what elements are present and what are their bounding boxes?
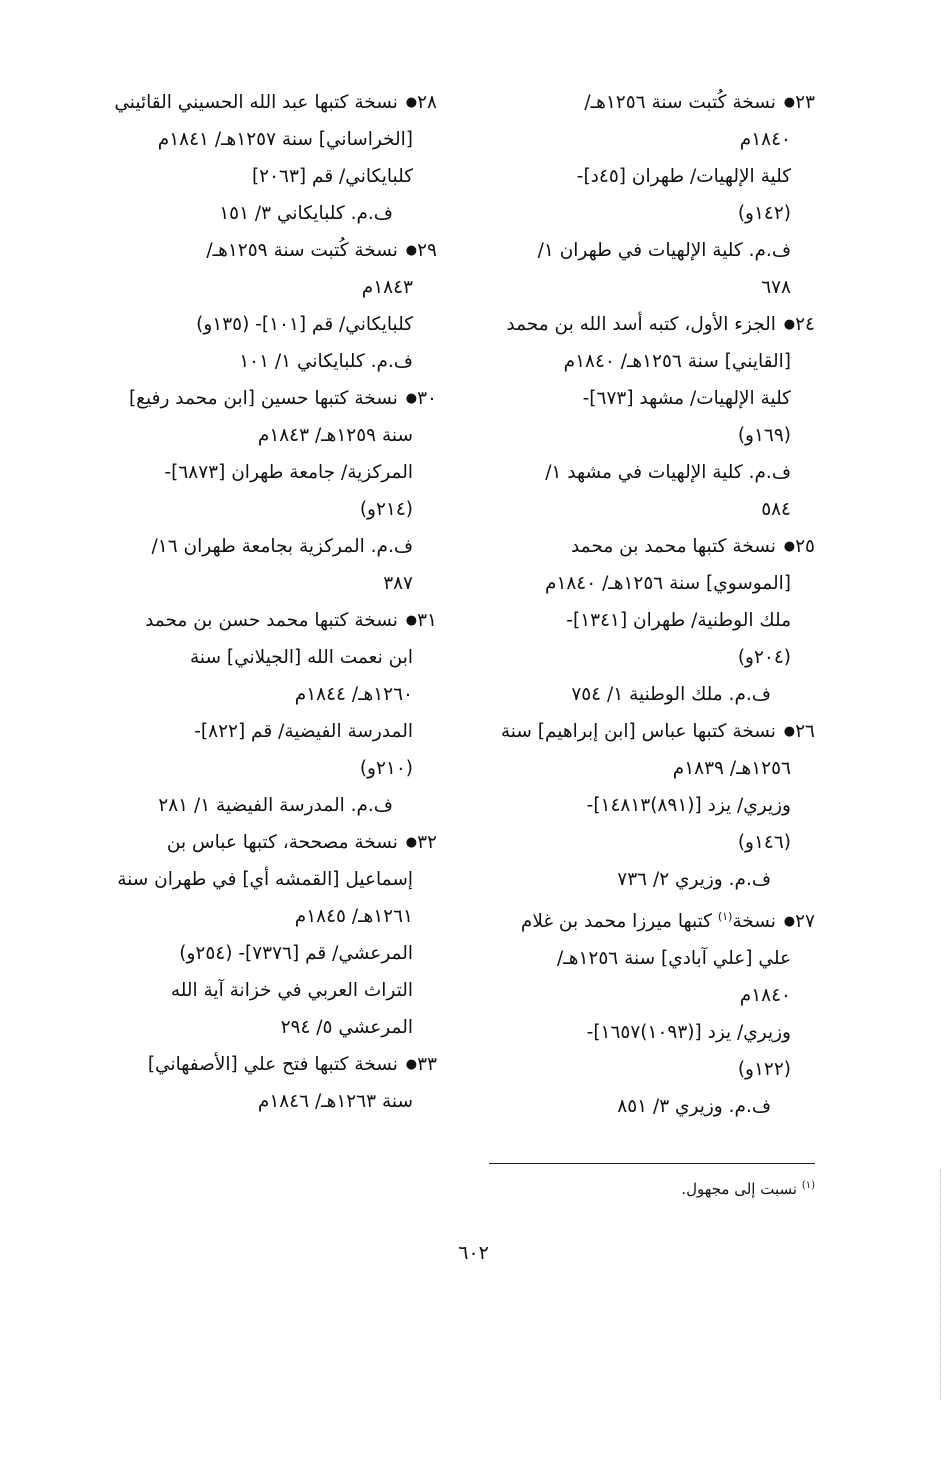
entry-29	[87, 232, 437, 380]
entry-line: ٣٨٧	[383, 573, 413, 594]
entry-line: سنة ١٢٦٣هـ/ ١٨٤٦م	[257, 1091, 413, 1112]
entry-line: المرعشي ٥/ ٢٩٤	[280, 1017, 413, 1038]
entry-line: المدرسة الفيضية/ قم [٨٢٢]-	[194, 721, 413, 742]
bullet-icon: ●	[405, 1057, 418, 1072]
entry-text: نسخة كُتبت سنة ١٢٥٦هـ/	[584, 92, 776, 113]
entry-text: نسخة مصححة، كتبها عباس بن	[166, 832, 398, 853]
bullet-icon: ●	[783, 724, 796, 739]
entry-text: نسخة كتبها محمد حسن بن محمد	[145, 610, 398, 631]
entry-text: نسخة كتبها فتح علي [الأصفهاني]	[147, 1054, 398, 1075]
entry-line: (٢١٤و)	[359, 499, 413, 520]
entry-26	[465, 713, 815, 898]
entry-number: ٢٤	[795, 314, 815, 335]
entry-line: كلية الإلهيات/ طهران [٤٥د]-	[576, 166, 791, 187]
entry-line: [الموسوي] سنة ١٢٥٦هـ/ ١٨٤٠م	[544, 573, 791, 594]
entry-text: نسخة كتبها حسين [ابن محمد رفيع]	[128, 388, 398, 409]
entry-line: ١٢٥٦هـ/ ١٨٣٩م	[672, 758, 791, 779]
entry-text: نسخة كتبها عبد الله الحسيني القائيني	[114, 92, 398, 113]
bullet-icon: ●	[405, 835, 418, 850]
entry-line: (١٤٢و)	[737, 203, 791, 224]
entry-text: نسخة كُتبت سنة ١٢٥٩هـ/	[206, 240, 398, 261]
left-column	[87, 84, 437, 1120]
entry-number: ٢٩	[417, 240, 437, 261]
entry-33	[87, 1046, 437, 1120]
entry-line: (١٦٩و)	[737, 425, 791, 446]
footnote-rule	[489, 1163, 815, 1164]
entry-number: ٣١	[417, 610, 437, 631]
footnote-reference: (١)	[717, 910, 733, 923]
entry-line: علي [علي آبادي] سنة ١٢٥٦هـ/	[557, 948, 791, 970]
entry-number: ٣٢	[417, 832, 437, 853]
entry-line: ملك الوطنية/ طهران [١٣٤١]-	[566, 610, 791, 631]
entry-number: ٢٧	[795, 911, 815, 933]
entry-first-line	[465, 84, 815, 121]
entry-number: ٢٨	[417, 92, 437, 113]
entry-line: وزيري/ يزد [(٨٩١)١٤٨١٣]-	[586, 795, 791, 816]
entry-first-line	[465, 306, 815, 343]
entry-first-line	[87, 84, 437, 121]
entry-line: التراث العربي في خزانة آية الله	[170, 980, 413, 1001]
entry-line: (٢٠٤و)	[737, 647, 791, 668]
entry-number: ٢٦	[795, 721, 815, 742]
entry-line: ١٢٦١هـ/ ١٨٤٥م	[294, 906, 413, 927]
entry-line: (١٢٢و)	[737, 1059, 791, 1081]
entry-line: ف.م. ملك الوطنية ١/ ٧٥٤	[571, 684, 771, 705]
bullet-icon: ●	[783, 539, 796, 554]
entry-24	[465, 306, 815, 528]
entry-line: إسماعيل [القمشه أي] في طهران سنة	[117, 869, 413, 890]
entry-number: ٣٠	[417, 388, 437, 409]
entry-text: الجزء الأول، كتبه أسد الله بن محمد	[506, 314, 776, 335]
entry-first-line	[465, 713, 815, 750]
entry-first-line	[87, 1046, 437, 1083]
entry-27	[465, 898, 815, 1125]
entry-line: كلبايكاني/ قم [١٠١]- (١٣٥و)	[196, 314, 413, 335]
entry-30	[87, 380, 437, 602]
entry-23	[465, 84, 815, 306]
entry-text: نسخة كتبها محمد بن محمد	[570, 536, 776, 557]
entry-line: ١٨٤٠م	[739, 129, 791, 150]
entry-number: ٢٥	[795, 536, 815, 557]
entry-first-line	[465, 898, 815, 940]
bullet-icon: ●	[405, 613, 418, 628]
entry-25	[465, 528, 815, 713]
entry-number: ٣٣	[417, 1054, 437, 1075]
bullet-icon: ●	[783, 95, 796, 110]
entry-line: وزيري/ يزد [(١٠٩٣)١٦٥٧]-	[586, 1022, 791, 1044]
entry-line: ف.م. كلية الإلهيات في مشهد ١/	[545, 462, 791, 483]
entry-line: كلبايكاني/ قم [٢٠٦٣]	[251, 166, 413, 187]
entry-line: ٦٧٨	[761, 277, 791, 298]
entry-line: المرعشي/ قم [٧٣٧٦]- (٢٥٤و)	[179, 943, 413, 964]
entry-line: [القايني] سنة ١٢٥٦هـ/ ١٨٤٠م	[563, 351, 791, 372]
entry-line: ١٨٤٣م	[361, 277, 413, 298]
entry-line: ف.م. كلية الإلهيات في طهران ١/	[537, 240, 791, 261]
page-number: ٦٠٢	[458, 1242, 489, 1264]
scan-edge-marks	[938, 1170, 941, 1400]
bullet-icon: ●	[405, 243, 418, 258]
entry-line: ١٢٦٠هـ/ ١٨٤٤م	[294, 684, 413, 705]
entry-line: المركزية/ جامعة طهران [٦٨٧٣]-	[164, 462, 413, 483]
entry-number: ٢٣	[795, 92, 815, 113]
footnote	[681, 1180, 815, 1198]
entry-text: نسخة كتبها عباس [ابن إبراهيم] سنة	[500, 721, 776, 742]
right-column	[465, 84, 815, 1125]
entry-line: ف.م. المدرسة الفيضية ١/ ٢٨١	[158, 795, 393, 816]
entry-first-line	[87, 232, 437, 269]
bullet-icon: ●	[783, 914, 796, 930]
entry-line: سنة ١٢٥٩هـ/ ١٨٤٣م	[257, 425, 413, 446]
entry-line: ف.م. المركزية بجامعة طهران ١٦/	[151, 536, 413, 557]
entry-first-line	[87, 380, 437, 417]
bullet-icon: ●	[783, 317, 796, 332]
entry-line: ١٨٤٠م	[739, 985, 791, 1007]
entry-line: ف.م. كلبايكاني ١/ ١٠١	[239, 351, 413, 372]
entry-28	[87, 84, 437, 232]
entry-line: [الخراساني] سنة ١٢٥٧هـ/ ١٨٤١م	[157, 129, 413, 150]
entry-text: نسخة$^{(١)}$ كتبها ميرزا محمد بن غلام	[520, 910, 776, 933]
entry-line: ٥٨٤	[761, 499, 791, 520]
bullet-icon: ●	[405, 391, 418, 406]
entry-first-line	[465, 528, 815, 565]
entry-first-line	[87, 824, 437, 861]
footnote-text: نسبت إلى مجهول.	[681, 1180, 798, 1198]
entry-32	[87, 824, 437, 1046]
entry-31	[87, 602, 437, 824]
footnote-marker: (١)	[801, 1180, 815, 1191]
entry-line: كلية الإلهيات/ مشهد [٦٧٣]-	[582, 388, 791, 409]
entry-line: ابن نعمت الله [الجيلاني] سنة	[190, 647, 413, 668]
entry-line: ف.م. وزيري ٢/ ٧٣٦	[617, 869, 771, 890]
entry-line: (٢١٠و)	[359, 758, 413, 779]
entry-line: ف.م. كلبايكاني ٣/ ١٥١	[219, 203, 393, 224]
bullet-icon: ●	[405, 95, 418, 110]
entry-first-line	[87, 602, 437, 639]
entry-line: ف.م. وزيري ٣/ ٨٥١	[617, 1096, 771, 1118]
entry-line: (١٤٦و)	[737, 832, 791, 853]
